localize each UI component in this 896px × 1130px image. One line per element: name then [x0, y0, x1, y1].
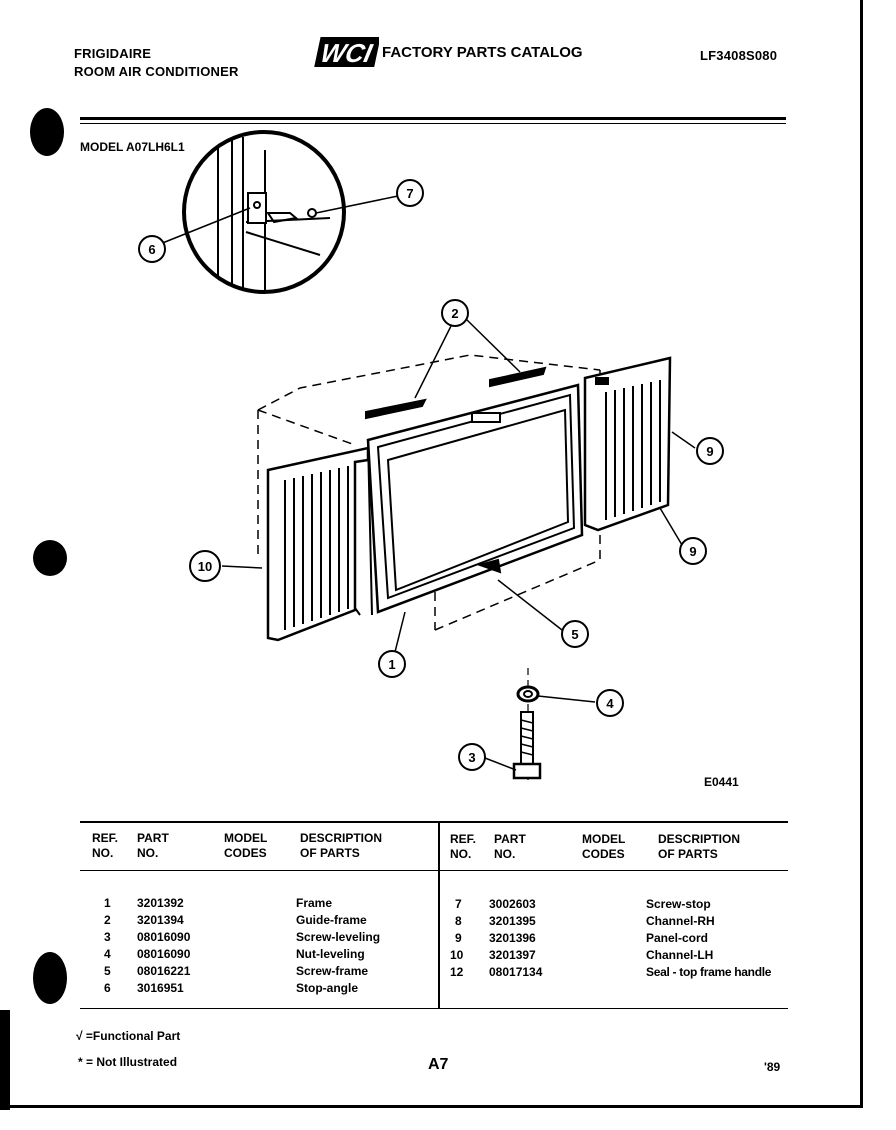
part-no: 3201394	[137, 913, 184, 927]
svg-text:9: 9	[706, 444, 714, 459]
part-no: 08016090	[137, 930, 191, 944]
part-no: 3201396	[489, 931, 536, 945]
part-no: 3002603	[489, 897, 536, 911]
description: Stop-angle	[296, 981, 358, 995]
ref-no: 12	[450, 965, 464, 979]
callout-4	[597, 690, 623, 716]
ref-no: 4	[104, 947, 111, 961]
header-ref-right: REF. NO.	[450, 832, 477, 861]
description: Channel-LH	[646, 948, 714, 962]
page-number: A7	[428, 1056, 449, 1073]
ref-no: 8	[455, 914, 462, 928]
left-side-panel	[268, 448, 368, 640]
description: Nut-leveling	[296, 947, 365, 961]
brand-name: FRIGIDAIRE	[74, 46, 152, 61]
model-label: MODEL A07LH6L1	[80, 140, 185, 154]
description: Screw-leveling	[296, 930, 381, 944]
callout-10	[190, 551, 220, 581]
svg-text:9: 9	[689, 544, 697, 559]
svg-text:3: 3	[468, 750, 476, 765]
description: Frame	[296, 896, 333, 910]
ref-no: 6	[104, 981, 111, 995]
callout-1	[379, 651, 405, 677]
part-no: 3016951	[137, 981, 184, 995]
product-name: ROOM AIR CONDITIONER	[74, 64, 239, 79]
svg-text:1: 1	[388, 657, 396, 672]
callout-6	[139, 236, 165, 262]
callout-9-upper	[697, 438, 723, 464]
svg-text:10: 10	[197, 559, 213, 574]
drawing-code: E0441	[704, 775, 739, 789]
header-part-left: PART NO.	[137, 831, 169, 860]
punch-hole-bottom	[33, 952, 67, 1004]
table-top-rule	[80, 821, 788, 823]
ref-no: 5	[104, 964, 111, 978]
callout-3	[459, 744, 485, 770]
logo-text: WCI	[317, 38, 375, 68]
header-ref-left: REF. NO.	[92, 831, 119, 860]
description: Screw-frame	[296, 964, 369, 978]
header-part-right: PART NO.	[494, 832, 526, 861]
header-desc-right: DESCRIPTION OF PARTS	[658, 832, 741, 861]
description: Guide-frame	[296, 913, 367, 927]
table-header-rule	[80, 870, 788, 871]
ref-no: 2	[104, 913, 111, 927]
ref-no: 10	[450, 948, 464, 962]
ref-no: 1	[104, 896, 111, 910]
ref-no: 9	[455, 931, 462, 945]
svg-text:6: 6	[148, 242, 156, 257]
table-divider	[438, 821, 440, 1009]
header-model-right: MODEL CODES	[582, 832, 626, 861]
svg-text:2: 2	[451, 306, 459, 321]
description: Channel-RH	[646, 914, 715, 928]
part-no: 08016221	[137, 964, 191, 978]
callout-9-lower	[680, 538, 706, 564]
catalog-number: LF3408S080	[700, 48, 778, 63]
callout-5	[562, 621, 588, 647]
part-no: 3201397	[489, 948, 536, 962]
part-no: 3201395	[489, 914, 536, 928]
part-no: 08016090	[137, 947, 191, 961]
header-desc-left: DESCRIPTION OF PARTS	[300, 831, 383, 860]
svg-text:4: 4	[606, 696, 614, 711]
catalog-title: FACTORY PARTS CATALOG	[382, 44, 583, 61]
ref-no: 3	[104, 930, 111, 944]
table-bottom-rule	[80, 1008, 788, 1009]
ref-no: 7	[455, 897, 462, 911]
callout-7	[397, 180, 423, 206]
header-model-left: MODEL CODES	[224, 831, 268, 860]
part-no: 08017134	[489, 965, 543, 979]
svg-text:5: 5	[571, 627, 579, 642]
description: Seal - top frame handle	[646, 965, 772, 979]
scan-edge	[0, 1010, 10, 1110]
part-no: 3201392	[137, 896, 184, 910]
description: Panel-cord	[646, 931, 709, 945]
description: Screw-stop	[646, 897, 711, 911]
callout-2	[442, 300, 468, 326]
print-year: '89	[764, 1060, 781, 1074]
legend-functional-part: √ =Functional Part	[76, 1029, 181, 1043]
legend-not-illustrated: * = Not Illustrated	[78, 1055, 178, 1069]
svg-text:7: 7	[406, 186, 414, 201]
